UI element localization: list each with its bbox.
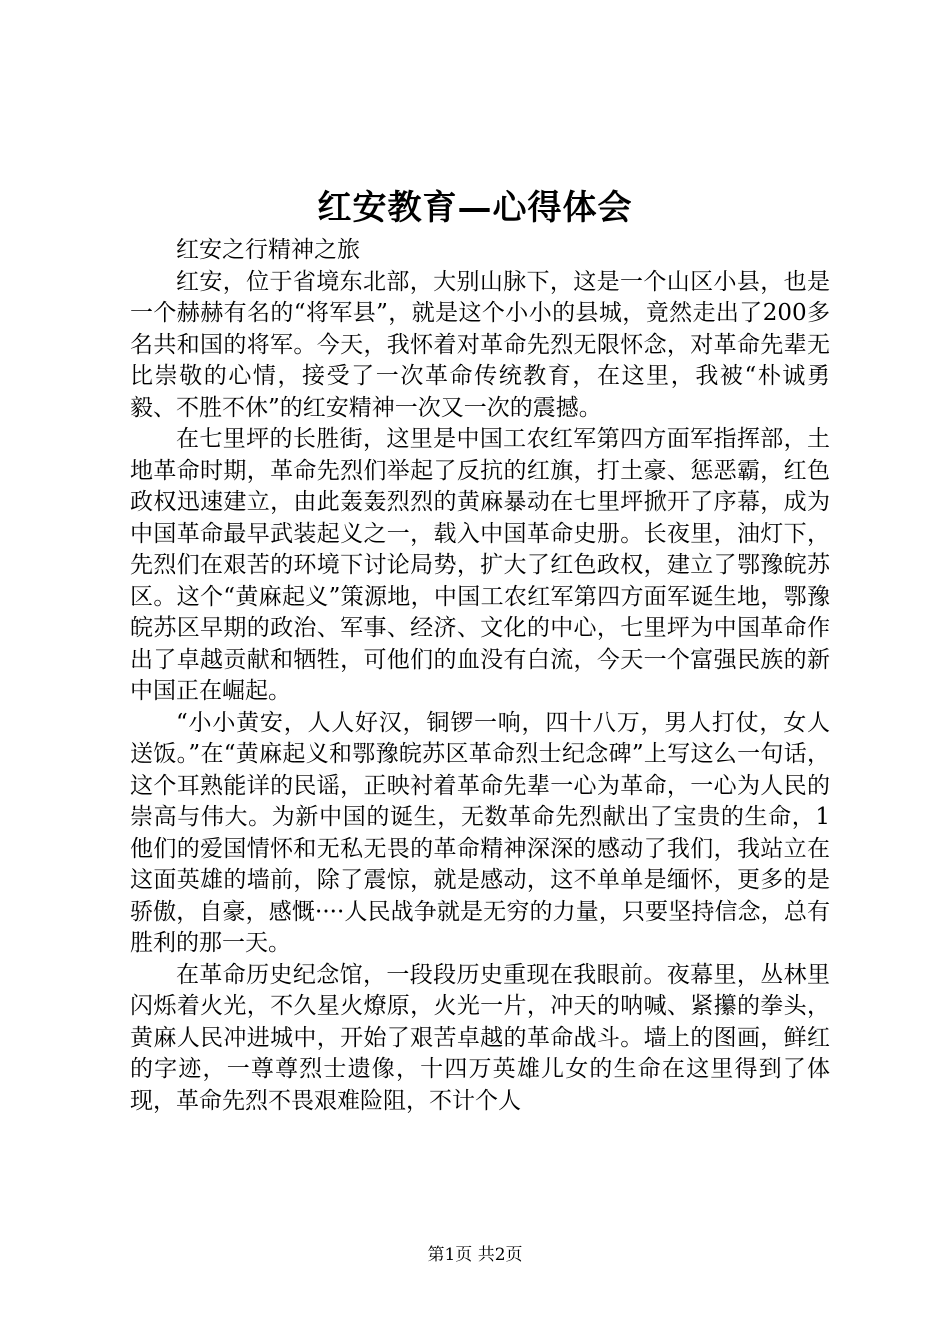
paragraph: 红安，位于省境东北部，大别山脉下，这是一个山区小县，也是一个赫赫有名的“将军县”，就是这个小小的县城，竟然走出了200多名共和国的将军。今天，我怀着对革命先烈无限怀念，对革命先辈无比崇敬的心情，接受了一次革命传统教育，在这里，我被“朴诚勇毅、不胜不休”的红安精神一次又一次的震撼。	[130, 268, 830, 421]
document-title: 红安教育—心得体会	[317, 188, 633, 228]
document-body	[130, 235, 830, 1117]
page-number-footer: 第1页 共2页	[427, 1245, 523, 1265]
document-subtitle: 红安之行精神之旅	[176, 237, 360, 263]
paragraph: 在七里坪的长胜街，这里是中国工农红军第四方面军指挥部，土地革命时期，革命先烈们举起了反抗的红旗，打土豪、惩恶霸，红色政权迅速建立，由此轰轰烈烈的黄麻暴动在七里坪掀开了序幕，成为中国革命最早武装起义之一，载入中国革命史册。长夜里，油灯下，先烈们在艰苦的环境下讨论局势，扩大了红色政权，建立了鄂豫皖苏区。这个“黄麻起义”策源地，中国工农红军第四方面军诞生地，鄂豫皖苏区早期的政治、军事、经济、文化的中心，七里坪为中国革命作出了卓越贡献和牺牲，可他们的血没有白流，今天一个富强民族的新中国正在崛起。	[130, 426, 830, 704]
paragraph: “小小黄安，人人好汉，铜锣一响，四十八万，男人打仗，女人送饭。”在“黄麻起义和鄂豫皖苏区革命烈士纪念碑”上写这么一句话，这个耳熟能详的民谣，正映衬着革命先辈一心为革命，一心为人民的崇高与伟大。为新中国的诞生，无数革命先烈献出了宝贵的生命，1他们的爱国情怀和无私无畏的革命精神深深的感动了我们，我站立在这面英雄的墙前，除了震惊，就是感动，这不单单是缅怀，更多的是骄傲，自豪，感慨····人民战争就是无穷的力量，只要坚持信念，总有胜利的那一天。	[130, 709, 830, 956]
paragraph: 在革命历史纪念馆，一段段历史重现在我眼前。夜幕里，丛林里闪烁着火光，不久星火燎原，火光一片，冲天的呐喊、紧攥的拳头，黄麻人民冲进城中，开始了艰苦卓越的革命战斗。墙上的图画，鲜红的字迹，一尊尊烈士遗像，十四万英雄儿女的生命在这里得到了体现，革命先烈不畏艰难险阻，不计个人	[130, 961, 830, 1114]
